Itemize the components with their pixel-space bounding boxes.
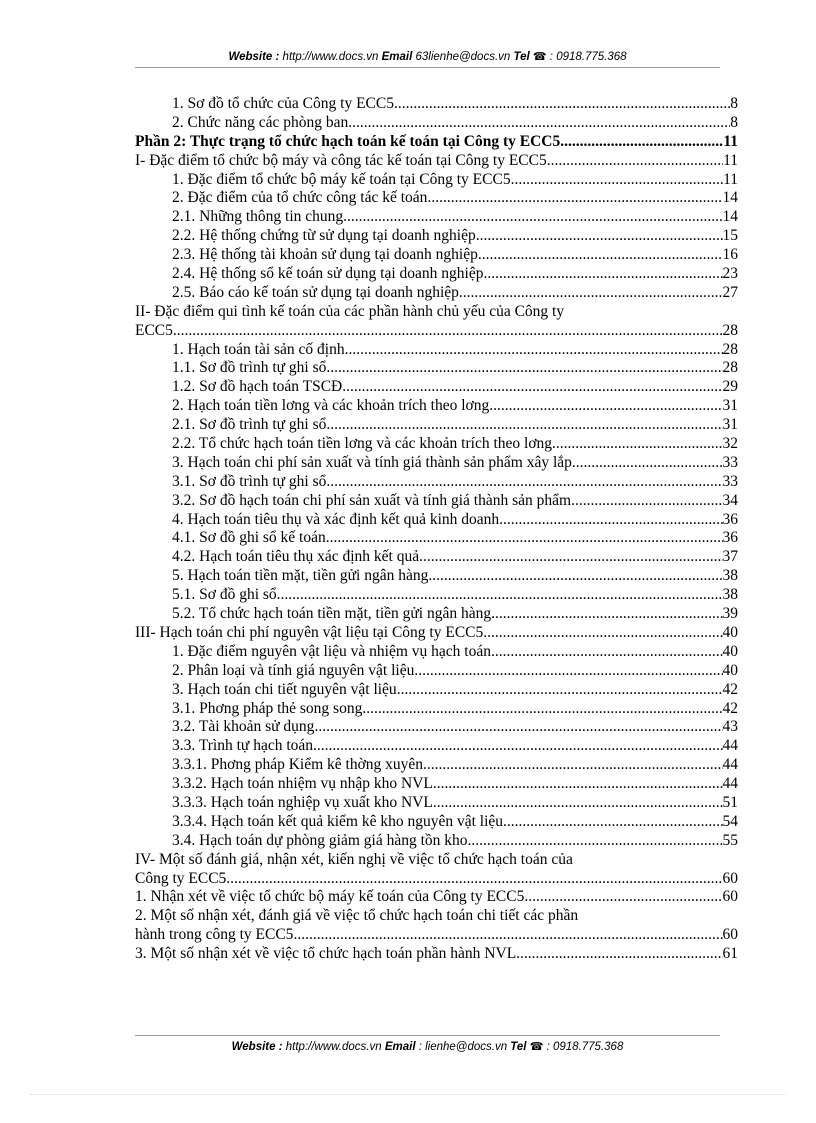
header-rule xyxy=(135,67,720,68)
toc-entry: 3.3. Trình tự hạch toán ..... 44 xyxy=(135,737,738,756)
toc-entry: 4. Hạch toán tiêu thụ và xác định kết quả kinh doanh ..... 36 xyxy=(135,511,738,530)
toc-entry: 5. Hạch toán tiền mặt, tiền gửi ngân hàng ..... 38 xyxy=(135,567,738,586)
toc-entry: 2.1. Sơ đồ trình tự ghi sổ ..... 31 xyxy=(135,416,738,435)
toc-entry: 3. Hạch toán chi tiết nguyên vật liệu ..... 42 xyxy=(135,681,738,700)
toc-entry: 4.2. Hạch toán tiêu thụ xác định kết quả ..... 37 xyxy=(135,548,738,567)
toc-section-heading: III- Hạch toán chi phí nguyên vật liệu tại Công ty ECC5 ..... 40 xyxy=(135,624,738,643)
toc-section-heading-cont: Công ty ECC5 ..... 60 xyxy=(135,870,738,889)
toc-entry: 3.1. Sơ đồ trình tự ghi sổ ..... 33 xyxy=(135,473,738,492)
footer-website-url: http://www.docs.vn xyxy=(282,1041,385,1053)
header-email-label: Email xyxy=(381,51,413,63)
footer-email-label: Email xyxy=(384,1041,416,1053)
toc-entry: 2. Phân loại và tính giá nguyên vật liệu ..... 40 xyxy=(135,662,738,681)
toc-entry: 3.3.2. Hạch toán nhiệm vụ nhập kho NVL ..... 44 xyxy=(135,775,738,794)
toc-entry: 1.1. Sơ đồ trình tự ghi sổ ..... 28 xyxy=(135,359,738,378)
toc-section-heading-cont: ECC5 ..... 28 xyxy=(135,322,738,341)
toc-entry: 3.1. Phơng pháp thẻ song song ..... 42 xyxy=(135,700,738,719)
toc-entry: 2.2. Tổ chức hạch toán tiền lơng và các khoản trích theo lơng ..... 32 xyxy=(135,435,738,454)
page-header xyxy=(135,50,720,63)
toc-entry: 3.2. Tài khoản sử dụng ..... 43 xyxy=(135,718,738,737)
toc-entry: 1. Hạch toán tài sản cố định ..... 28 xyxy=(135,341,738,360)
toc-entry: 2. Hạch toán tiền lơng và các khoản trích theo lơng ..... 31 xyxy=(135,397,738,416)
telephone-icon: ☎ xyxy=(529,1041,544,1053)
toc-entry: 5.1. Sơ đồ ghi sổ ..... 38 xyxy=(135,586,738,605)
toc-entry: 2.4. Hệ thống sổ kế toán sử dụng tại doanh nghiệp ..... 23 xyxy=(135,265,738,284)
footer-website-label: Website : xyxy=(231,1041,283,1053)
header-website-label: Website : xyxy=(228,51,280,63)
footer-tel-label: Tel xyxy=(510,1041,527,1053)
toc-entry: 5.2. Tổ chức hạch toán tiền mặt, tiền gửi ngân hàng ..... 39 xyxy=(135,605,738,624)
toc-entry: 1. Đặc điểm tổ chức bộ máy kế toán tại Công ty ECC5 ..... 11 xyxy=(135,171,738,190)
toc-entry: 3.4. Hạch toán dự phòng giảm giá hàng tồn kho ..... 55 xyxy=(135,832,738,851)
table-of-contents xyxy=(135,95,738,964)
toc-entry: 2. Đặc điểm của tổ chức công tác kế toán ..... 14 xyxy=(135,189,738,208)
header-tel-value: : 0918.775.368 xyxy=(546,51,627,63)
footer-tel-value: : 0918.775.368 xyxy=(543,1041,624,1053)
toc-entry: 3. Hạch toán chi phí sản xuất và tính giá thành sản phẩm xây lắp ..... 33 xyxy=(135,454,738,473)
toc-entry: 3.3.1. Phơng pháp Kiểm kê thờng xuyên ..... 44 xyxy=(135,756,738,775)
header-email-value: 63lienhe@docs.vn xyxy=(412,51,514,63)
toc-section-heading: II- Đặc điểm qui tình kế toán của các phần hành chủ yếu của Công ty xyxy=(135,302,565,320)
toc-entry: 2. Một số nhận xét, đánh giá về việc tổ chức hạch toán chi tiết các phần xyxy=(135,907,579,925)
toc-entry: 2.5. Báo cáo kế toán sử dụng tại doanh nghiệp ..... 27 xyxy=(135,284,738,303)
toc-entry: 2.1. Những thông tin chung ..... 14 xyxy=(135,208,738,227)
toc-section-heading: I- Đặc điểm tổ chức bộ máy và công tác kế toán tại Công ty ECC5 ..... 11 xyxy=(135,152,738,171)
footer-rule xyxy=(135,1035,720,1036)
toc-entry: 2. Chức năng các phòng ban ..... 8 xyxy=(135,114,738,133)
header-tel-label: Tel xyxy=(513,51,530,63)
toc-entry: 4.1. Sơ đồ ghi sổ kế toán ..... 36 xyxy=(135,529,738,548)
toc-entry-cont: hành trong công ty ECC5 ..... 60 xyxy=(135,926,738,945)
toc-entry: 3. Một số nhận xét về việc tổ chức hạch toán phần hành NVL ..... 61 xyxy=(135,945,738,964)
page-edge-divider xyxy=(30,1094,786,1095)
header-website-url: http://www.docs.vn xyxy=(279,51,382,63)
toc-entry: 1.2. Sơ đồ hạch toán TSCĐ ..... 29 xyxy=(135,378,738,397)
toc-entry: 1. Sơ đồ tổ chức của Công ty ECC5 ..... 8 xyxy=(135,95,738,114)
toc-entry: 3.2. Sơ đồ hạch toán chi phí sản xuất và tính giá thành sản phẩm ..... 34 xyxy=(135,492,738,511)
toc-entry: 3.3.4. Hạch toán kết quả kiểm kê kho nguyên vật liệu ..... 54 xyxy=(135,813,738,832)
toc-section-heading: IV- Một số đánh giá, nhận xét, kiến nghị về việc tổ chức hạch toán của xyxy=(135,850,573,868)
toc-part-heading: Phần 2: Thực trạng tổ chức hạch toán kế toán tại Công ty ECC5 ..... 11 xyxy=(135,133,738,152)
toc-entry: 3.3.3. Hạch toán nghiệp vụ xuất kho NVL ..... 51 xyxy=(135,794,738,813)
toc-entry: 2.3. Hệ thống tài khoản sử dụng tại doanh nghiệp ..... 16 xyxy=(135,246,738,265)
telephone-icon: ☎ xyxy=(532,51,547,63)
footer-email-value: : lienhe@docs.vn xyxy=(415,1041,511,1053)
toc-entry: 1. Nhận xét về việc tổ chức bộ máy kế toán của Công ty ECC5 ..... 60 xyxy=(135,888,738,907)
toc-entry: 1. Đặc điểm nguyên vật liệu và nhiệm vụ hạch toán ..... 40 xyxy=(135,643,738,662)
page-footer xyxy=(135,1040,720,1053)
toc-entry: 2.2. Hệ thống chứng từ sử dụng tại doanh nghiệp ..... 15 xyxy=(135,227,738,246)
